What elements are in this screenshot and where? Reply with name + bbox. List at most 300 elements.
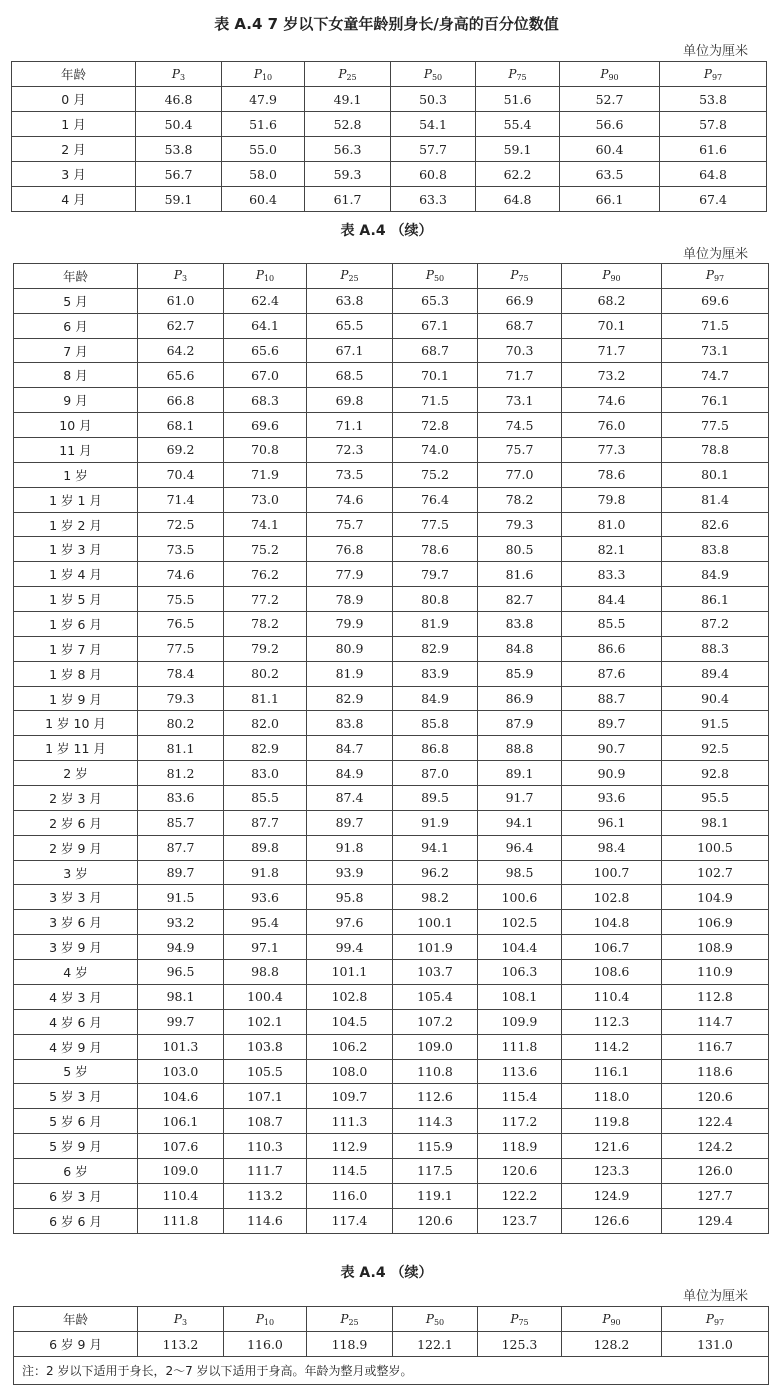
value-cell: 71.5 [393, 388, 478, 413]
value-cell: 87.4 [307, 786, 393, 811]
column-header-p75: $P_{75}$ [478, 264, 562, 289]
value-cell: 87.7 [224, 810, 307, 835]
value-cell: 103.7 [393, 960, 478, 985]
value-cell: 74.6 [562, 388, 662, 413]
value-cell: 121.6 [562, 1134, 662, 1159]
column-header-age: 年龄 [14, 264, 138, 289]
value-cell: 98.5 [478, 860, 562, 885]
value-cell: 62.7 [138, 313, 224, 338]
column-header-age: 年龄 [14, 1307, 138, 1332]
value-cell: 83.6 [138, 786, 224, 811]
value-cell: 87.2 [662, 612, 769, 637]
value-cell: 90.4 [662, 686, 769, 711]
value-cell: 71.7 [478, 363, 562, 388]
value-cell: 73.2 [562, 363, 662, 388]
value-cell: 94.1 [393, 835, 478, 860]
age-cell: 4 岁 3 月 [14, 984, 138, 1009]
age-cell: 1 岁 1 月 [14, 487, 138, 512]
age-cell: 1 岁 2 月 [14, 512, 138, 537]
column-header-p25: $P_{25}$ [307, 264, 393, 289]
value-cell: 82.7 [478, 587, 562, 612]
value-cell: 84.9 [393, 686, 478, 711]
table-row [14, 636, 769, 661]
value-cell: 56.7 [136, 162, 222, 187]
table-row [12, 87, 767, 112]
value-cell: 97.1 [224, 935, 307, 960]
value-cell: 96.5 [138, 960, 224, 985]
table-row [14, 1009, 769, 1034]
value-cell: 81.2 [138, 761, 224, 786]
column-header-p10: $P_{10}$ [224, 1307, 307, 1332]
value-cell: 107.1 [224, 1084, 307, 1109]
value-cell: 82.9 [307, 686, 393, 711]
value-cell: 102.5 [478, 910, 562, 935]
value-cell: 91.8 [224, 860, 307, 885]
value-cell: 63.8 [307, 288, 393, 313]
value-cell: 114.7 [662, 1009, 769, 1034]
value-cell: 73.5 [138, 537, 224, 562]
value-cell: 81.6 [478, 562, 562, 587]
column-header-p75: $P_{75}$ [478, 1307, 562, 1332]
age-cell: 5 月 [14, 288, 138, 313]
value-cell: 92.8 [662, 761, 769, 786]
value-cell: 89.7 [138, 860, 224, 885]
value-cell: 61.0 [138, 288, 224, 313]
value-cell: 68.2 [562, 288, 662, 313]
value-cell: 87.9 [478, 711, 562, 736]
value-cell: 93.6 [562, 786, 662, 811]
value-cell: 88.7 [562, 686, 662, 711]
value-cell: 106.2 [307, 1034, 393, 1059]
column-header-p75: $P_{75}$ [476, 62, 560, 87]
age-cell: 4 岁 6 月 [14, 1009, 138, 1034]
value-cell: 101.1 [307, 960, 393, 985]
value-cell: 51.6 [476, 87, 560, 112]
value-cell: 119.1 [393, 1183, 478, 1208]
value-cell: 66.9 [478, 288, 562, 313]
value-cell: 77.0 [478, 462, 562, 487]
value-cell: 74.6 [138, 562, 224, 587]
value-cell: 107.6 [138, 1134, 224, 1159]
value-cell: 71.9 [224, 462, 307, 487]
value-cell: 114.3 [393, 1109, 478, 1134]
value-cell: 69.2 [138, 438, 224, 463]
column-header-age: 年龄 [12, 62, 136, 87]
value-cell: 55.0 [222, 137, 305, 162]
value-cell: 96.2 [393, 860, 478, 885]
value-cell: 118.9 [307, 1332, 393, 1357]
table-row [14, 413, 769, 438]
age-cell: 2 岁 9 月 [14, 835, 138, 860]
value-cell: 70.8 [224, 438, 307, 463]
table-row [14, 935, 769, 960]
value-cell: 91.5 [662, 711, 769, 736]
value-cell: 73.1 [478, 388, 562, 413]
value-cell: 75.2 [393, 462, 478, 487]
value-cell: 112.6 [393, 1084, 478, 1109]
value-cell: 108.7 [224, 1109, 307, 1134]
value-cell: 89.5 [393, 786, 478, 811]
value-cell: 83.9 [393, 661, 478, 686]
value-cell: 74.5 [478, 413, 562, 438]
column-header-p50: $P_{50}$ [393, 1307, 478, 1332]
value-cell: 80.9 [307, 636, 393, 661]
value-cell: 56.3 [305, 137, 391, 162]
value-cell: 60.4 [560, 137, 660, 162]
age-cell: 6 岁 9 月 [14, 1332, 138, 1357]
value-cell: 100.1 [393, 910, 478, 935]
value-cell: 103.8 [224, 1034, 307, 1059]
value-cell: 100.6 [478, 885, 562, 910]
value-cell: 117.4 [307, 1208, 393, 1233]
page-title: 表 A.4 7 岁以下女童年龄别身长/身高的百分位数值 [214, 15, 559, 33]
value-cell: 94.1 [478, 810, 562, 835]
value-cell: 64.8 [660, 162, 767, 187]
value-cell: 123.3 [562, 1158, 662, 1183]
value-cell: 80.8 [393, 587, 478, 612]
value-cell: 118.9 [478, 1134, 562, 1159]
value-cell: 105.5 [224, 1059, 307, 1084]
value-cell: 75.7 [478, 438, 562, 463]
table-row [12, 187, 767, 212]
column-header-p97: $P_{97}$ [660, 62, 767, 87]
column-header-p97: $P_{97}$ [662, 264, 769, 289]
value-cell: 108.0 [307, 1059, 393, 1084]
value-cell: 87.0 [393, 761, 478, 786]
value-cell: 81.9 [307, 661, 393, 686]
value-cell: 91.8 [307, 835, 393, 860]
value-cell: 91.9 [393, 810, 478, 835]
value-cell: 86.9 [478, 686, 562, 711]
height-table-part-2 [13, 263, 769, 1234]
table-row [14, 512, 769, 537]
value-cell: 102.1 [224, 1009, 307, 1034]
value-cell: 114.2 [562, 1034, 662, 1059]
age-cell: 8 月 [14, 363, 138, 388]
age-cell: 6 月 [14, 313, 138, 338]
value-cell: 69.6 [662, 288, 769, 313]
age-cell: 1 岁 [14, 462, 138, 487]
value-cell: 76.1 [662, 388, 769, 413]
value-cell: 118.0 [562, 1084, 662, 1109]
value-cell: 49.1 [305, 87, 391, 112]
value-cell: 122.1 [393, 1332, 478, 1357]
value-cell: 100.5 [662, 835, 769, 860]
column-header-p97: $P_{97}$ [662, 1307, 769, 1332]
table-row [12, 112, 767, 137]
value-cell: 118.6 [662, 1059, 769, 1084]
value-cell: 62.4 [224, 288, 307, 313]
value-cell: 77.2 [224, 587, 307, 612]
table-row [14, 537, 769, 562]
value-cell: 59.1 [476, 137, 560, 162]
value-cell: 86.6 [562, 636, 662, 661]
value-cell: 65.6 [224, 338, 307, 363]
age-cell: 9 月 [14, 388, 138, 413]
age-cell: 3 岁 [14, 860, 138, 885]
value-cell: 108.1 [478, 984, 562, 1009]
value-cell: 68.5 [307, 363, 393, 388]
value-cell: 72.8 [393, 413, 478, 438]
value-cell: 102.8 [307, 984, 393, 1009]
value-cell: 96.4 [478, 835, 562, 860]
value-cell: 120.6 [662, 1084, 769, 1109]
age-cell: 6 岁 6 月 [14, 1208, 138, 1233]
value-cell: 93.9 [307, 860, 393, 885]
age-cell: 2 岁 6 月 [14, 810, 138, 835]
value-cell: 104.9 [662, 885, 769, 910]
value-cell: 65.5 [307, 313, 393, 338]
value-cell: 88.3 [662, 636, 769, 661]
value-cell: 113.6 [478, 1059, 562, 1084]
value-cell: 96.1 [562, 810, 662, 835]
value-cell: 70.1 [393, 363, 478, 388]
value-cell: 83.8 [662, 537, 769, 562]
unit-label: 单位为厘米 [682, 247, 748, 262]
table-row [14, 462, 769, 487]
column-header-p50: $P_{50}$ [393, 264, 478, 289]
value-cell: 113.2 [224, 1183, 307, 1208]
value-cell: 83.8 [478, 612, 562, 637]
value-cell: 69.6 [224, 413, 307, 438]
value-cell: 85.7 [138, 810, 224, 835]
age-cell: 1 岁 3 月 [14, 537, 138, 562]
value-cell: 74.0 [393, 438, 478, 463]
table-row [14, 1134, 769, 1159]
value-cell: 61.7 [305, 187, 391, 212]
table-row [14, 1084, 769, 1109]
table-note: 注：2 岁以下适用于身长，2～7 岁以下适用于身高。年龄为整月或整岁。 [14, 1357, 769, 1385]
value-cell: 105.4 [393, 984, 478, 1009]
value-cell: 110.4 [562, 984, 662, 1009]
value-cell: 89.7 [307, 810, 393, 835]
age-cell: 5 岁 9 月 [14, 1134, 138, 1159]
height-table-part-1 [11, 61, 767, 212]
value-cell: 109.0 [138, 1158, 224, 1183]
age-cell: 10 月 [14, 413, 138, 438]
value-cell: 110.4 [138, 1183, 224, 1208]
value-cell: 120.6 [393, 1208, 478, 1233]
value-cell: 76.8 [307, 537, 393, 562]
table-row [14, 984, 769, 1009]
age-cell: 1 岁 6 月 [14, 612, 138, 637]
value-cell: 51.6 [222, 112, 305, 137]
value-cell: 53.8 [660, 87, 767, 112]
value-cell: 70.4 [138, 462, 224, 487]
age-cell: 4 岁 9 月 [14, 1034, 138, 1059]
table-row [14, 761, 769, 786]
table-row [14, 1208, 769, 1233]
table-row [12, 162, 767, 187]
value-cell: 75.2 [224, 537, 307, 562]
value-cell: 73.0 [224, 487, 307, 512]
value-cell: 78.9 [307, 587, 393, 612]
value-cell: 114.6 [224, 1208, 307, 1233]
value-cell: 99.7 [138, 1009, 224, 1034]
value-cell: 127.7 [662, 1183, 769, 1208]
table-row [14, 338, 769, 363]
value-cell: 112.3 [562, 1009, 662, 1034]
value-cell: 78.6 [562, 462, 662, 487]
value-cell: 109.9 [478, 1009, 562, 1034]
value-cell: 129.4 [662, 1208, 769, 1233]
value-cell: 59.3 [305, 162, 391, 187]
value-cell: 126.0 [662, 1158, 769, 1183]
value-cell: 63.5 [560, 162, 660, 187]
value-cell: 126.6 [562, 1208, 662, 1233]
age-cell: 1 岁 10 月 [14, 711, 138, 736]
value-cell: 82.6 [662, 512, 769, 537]
table-row [14, 587, 769, 612]
height-table-part-3 [13, 1306, 769, 1385]
value-cell: 78.2 [478, 487, 562, 512]
table-row [14, 288, 769, 313]
value-cell: 107.2 [393, 1009, 478, 1034]
value-cell: 76.4 [393, 487, 478, 512]
value-cell: 50.3 [391, 87, 476, 112]
value-cell: 77.9 [307, 562, 393, 587]
value-cell: 82.9 [224, 736, 307, 761]
value-cell: 70.3 [478, 338, 562, 363]
table-row [14, 960, 769, 985]
continued-title: 表 A.4 （续） [340, 223, 433, 239]
value-cell: 89.8 [224, 835, 307, 860]
column-header-p90: $P_{90}$ [562, 264, 662, 289]
value-cell: 67.0 [224, 363, 307, 388]
value-cell: 59.1 [136, 187, 222, 212]
value-cell: 50.4 [136, 112, 222, 137]
value-cell: 111.8 [138, 1208, 224, 1233]
value-cell: 73.5 [307, 462, 393, 487]
age-cell: 2 岁 3 月 [14, 786, 138, 811]
value-cell: 120.6 [478, 1158, 562, 1183]
value-cell: 76.2 [224, 562, 307, 587]
value-cell: 102.8 [562, 885, 662, 910]
value-cell: 74.1 [224, 512, 307, 537]
value-cell: 71.4 [138, 487, 224, 512]
value-cell: 100.4 [224, 984, 307, 1009]
value-cell: 104.4 [478, 935, 562, 960]
value-cell: 82.1 [562, 537, 662, 562]
value-cell: 69.8 [307, 388, 393, 413]
value-cell: 67.4 [660, 187, 767, 212]
value-cell: 97.6 [307, 910, 393, 935]
value-cell: 66.8 [138, 388, 224, 413]
value-cell: 90.9 [562, 761, 662, 786]
value-cell: 78.8 [662, 438, 769, 463]
value-cell: 114.5 [307, 1158, 393, 1183]
age-cell: 5 岁 6 月 [14, 1109, 138, 1134]
value-cell: 71.7 [562, 338, 662, 363]
value-cell: 111.8 [478, 1034, 562, 1059]
header-row [12, 62, 767, 87]
value-cell: 95.4 [224, 910, 307, 935]
value-cell: 64.1 [224, 313, 307, 338]
value-cell: 89.1 [478, 761, 562, 786]
value-cell: 109.7 [307, 1084, 393, 1109]
value-cell: 106.3 [478, 960, 562, 985]
value-cell: 106.1 [138, 1109, 224, 1134]
column-header-p90: $P_{90}$ [562, 1307, 662, 1332]
age-cell: 1 岁 4 月 [14, 562, 138, 587]
value-cell: 104.8 [562, 910, 662, 935]
value-cell: 79.8 [562, 487, 662, 512]
table-row [14, 1158, 769, 1183]
age-cell: 2 月 [12, 137, 136, 162]
value-cell: 66.1 [560, 187, 660, 212]
value-cell: 58.0 [222, 162, 305, 187]
value-cell: 57.8 [660, 112, 767, 137]
value-cell: 125.3 [478, 1332, 562, 1357]
value-cell: 87.7 [138, 835, 224, 860]
value-cell: 72.5 [138, 512, 224, 537]
age-cell: 5 岁 [14, 1059, 138, 1084]
value-cell: 79.3 [138, 686, 224, 711]
age-cell: 1 岁 8 月 [14, 661, 138, 686]
value-cell: 64.2 [138, 338, 224, 363]
value-cell: 84.4 [562, 587, 662, 612]
column-header-p3: $P_3$ [136, 62, 222, 87]
value-cell: 60.8 [391, 162, 476, 187]
value-cell: 115.9 [393, 1134, 478, 1159]
value-cell: 84.9 [307, 761, 393, 786]
value-cell: 84.7 [307, 736, 393, 761]
table-row [14, 885, 769, 910]
value-cell: 71.5 [662, 313, 769, 338]
value-cell: 123.7 [478, 1208, 562, 1233]
value-cell: 116.1 [562, 1059, 662, 1084]
table-row [14, 438, 769, 463]
value-cell: 61.6 [660, 137, 767, 162]
value-cell: 77.5 [138, 636, 224, 661]
value-cell: 87.6 [562, 661, 662, 686]
table-row [14, 736, 769, 761]
value-cell: 108.9 [662, 935, 769, 960]
value-cell: 89.7 [562, 711, 662, 736]
age-cell: 2 岁 [14, 761, 138, 786]
value-cell: 111.7 [224, 1158, 307, 1183]
value-cell: 86.1 [662, 587, 769, 612]
value-cell: 108.6 [562, 960, 662, 985]
value-cell: 75.5 [138, 587, 224, 612]
value-cell: 77.5 [393, 512, 478, 537]
value-cell: 54.1 [391, 112, 476, 137]
continued-title: 表 A.4 （续） [340, 1265, 433, 1281]
value-cell: 73.1 [662, 338, 769, 363]
value-cell: 72.3 [307, 438, 393, 463]
value-cell: 81.9 [393, 612, 478, 637]
value-cell: 78.2 [224, 612, 307, 637]
table-row [14, 686, 769, 711]
value-cell: 68.3 [224, 388, 307, 413]
unit-label: 单位为厘米 [682, 1289, 748, 1304]
table-row [14, 910, 769, 935]
value-cell: 68.7 [478, 313, 562, 338]
value-cell: 47.9 [222, 87, 305, 112]
value-cell: 95.5 [662, 786, 769, 811]
table-row [14, 860, 769, 885]
value-cell: 116.7 [662, 1034, 769, 1059]
value-cell: 101.9 [393, 935, 478, 960]
age-cell: 1 岁 7 月 [14, 636, 138, 661]
value-cell: 57.7 [391, 137, 476, 162]
age-cell: 3 月 [12, 162, 136, 187]
table-row [14, 835, 769, 860]
value-cell: 92.5 [662, 736, 769, 761]
value-cell: 79.7 [393, 562, 478, 587]
value-cell: 79.2 [224, 636, 307, 661]
value-cell: 80.2 [224, 661, 307, 686]
